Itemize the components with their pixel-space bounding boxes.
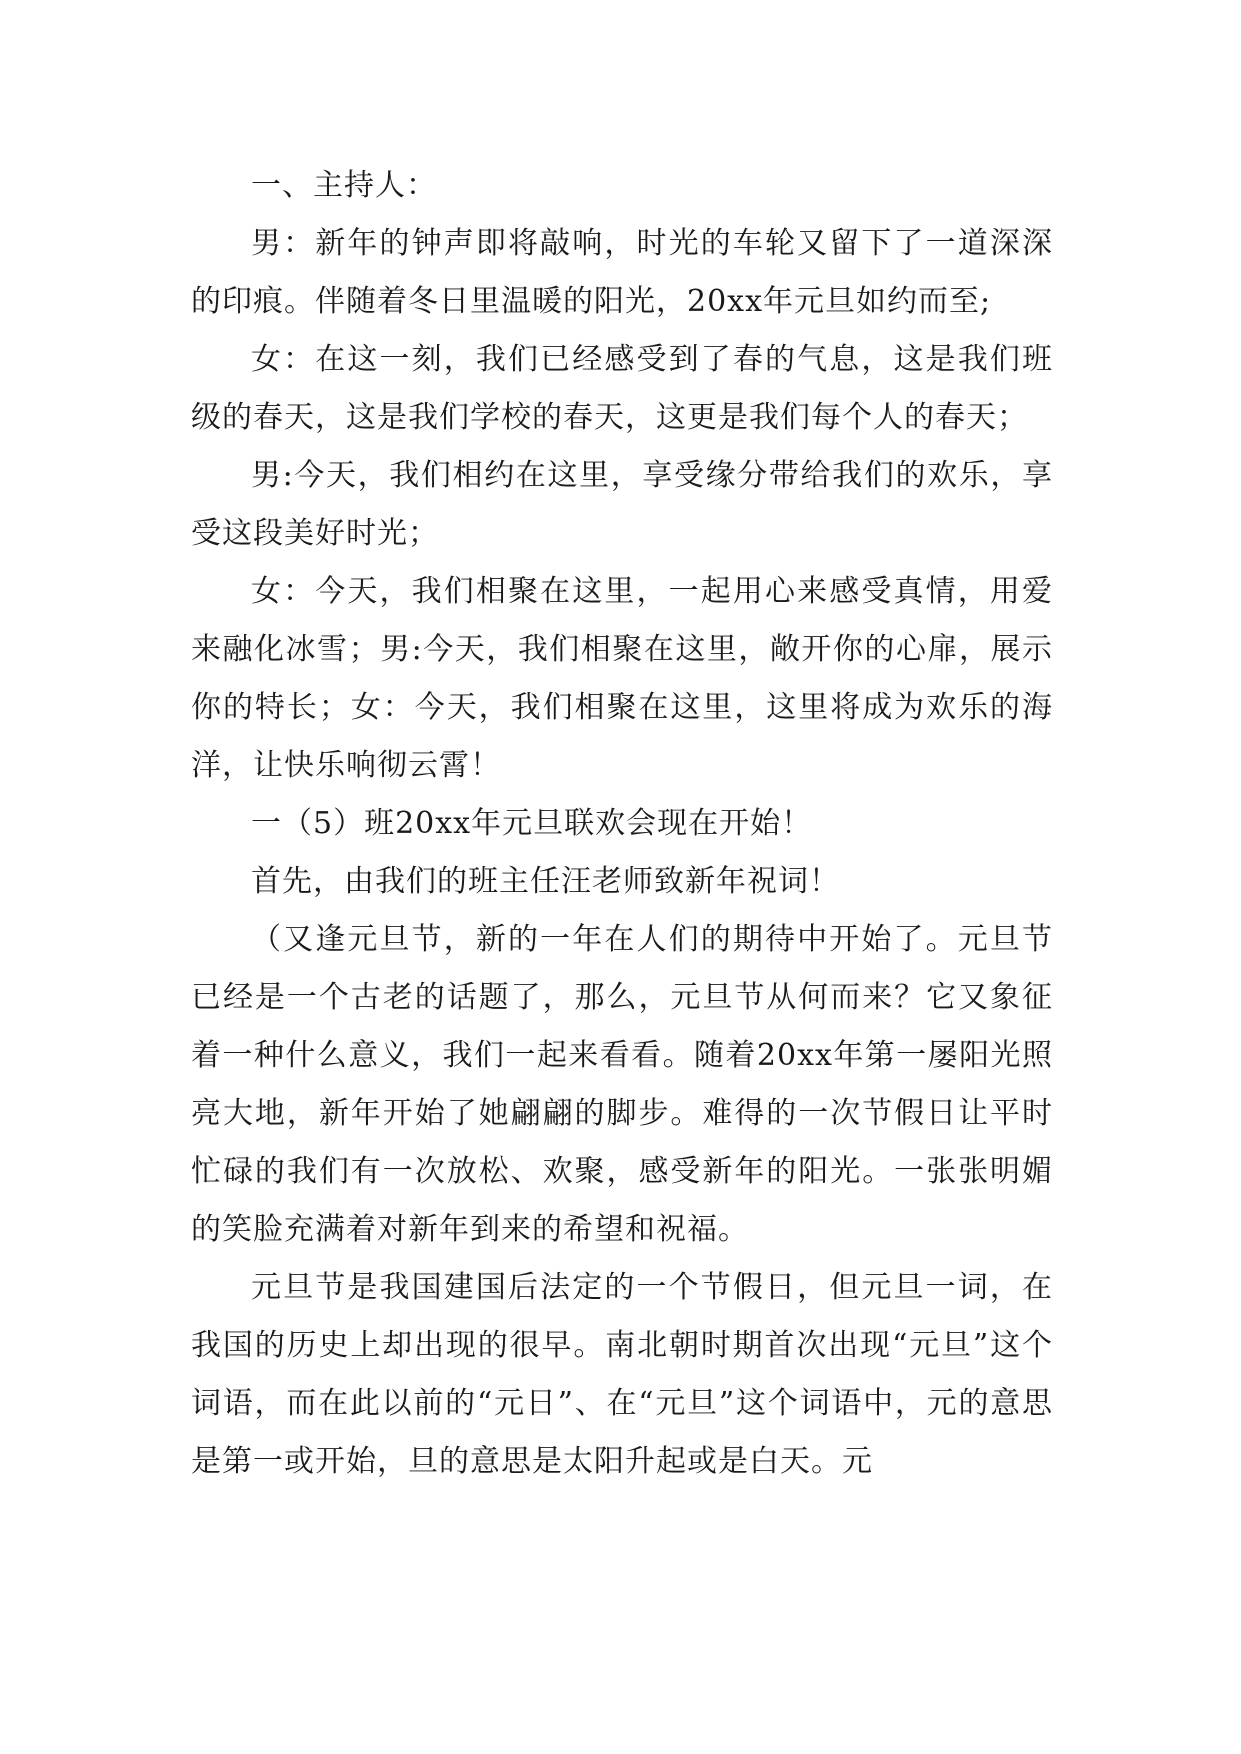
section-heading-host: 一、主持人： [251, 168, 437, 203]
paragraph-female-spring: 女：在这一刻，我们已经感受到了春的气息，这是我们班级的春天，这是我们学校的春天，这更是我们每个人的春天； [191, 342, 1053, 435]
paragraph-new-year-history: 元旦节是我国建国后法定的一个节假日，但元旦一词，在我国的历史上却出现的很早。南北朝时期首次出现“元旦”这个词语，而在此以前的“元日”、在“元旦”这个词语中，元的意思是第一或开始，旦的意思是太阳升起或是白天。元 [191, 1270, 1053, 1479]
paragraph-teacher-greeting: 首先，由我们的班主任汪老师致新年祝词！ [251, 864, 840, 899]
paragraph-new-year-intro: （又逢元旦节，新的一年在人们的期待中开始了。元旦节已经是一个古老的话题了，那么，元旦节从何而来？它又象征着一种什么意义，我们一起来看看。随着20xx年第一屡阳光照亮大地，新年开始了她翩翩的脚步。难得的一次节假日让平时忙碌的我们有一次放松、欢聚，感受新年的阳光。一张张明媚的笑脸充满着对新年到来的希望和祝福。 [191, 922, 1053, 1247]
paragraph-dialogue-gathering: 女：今天，我们相聚在这里，一起用心来感受真情，用爱来融化冰雪；男:今天，我们相聚在这里，敞开你的心扉，展示你的特长；女：今天，我们相聚在这里，这里将成为欢乐的海洋，让快乐响彻云霄！ [191, 574, 1053, 783]
document-body [191, 157, 1053, 1491]
paragraph-party-start: 一（5）班20xx年元旦联欢会现在开始！ [251, 806, 813, 841]
paragraph-male-today: 男:今天，我们相约在这里，享受缘分带给我们的欢乐，享受这段美好时光； [191, 458, 1053, 551]
paragraph-male-opening: 男：新年的钟声即将敲响，时光的车轮又留下了一道深深的印痕。伴随着冬日里温暖的阳光，20xx年元旦如约而至; [191, 226, 1053, 319]
